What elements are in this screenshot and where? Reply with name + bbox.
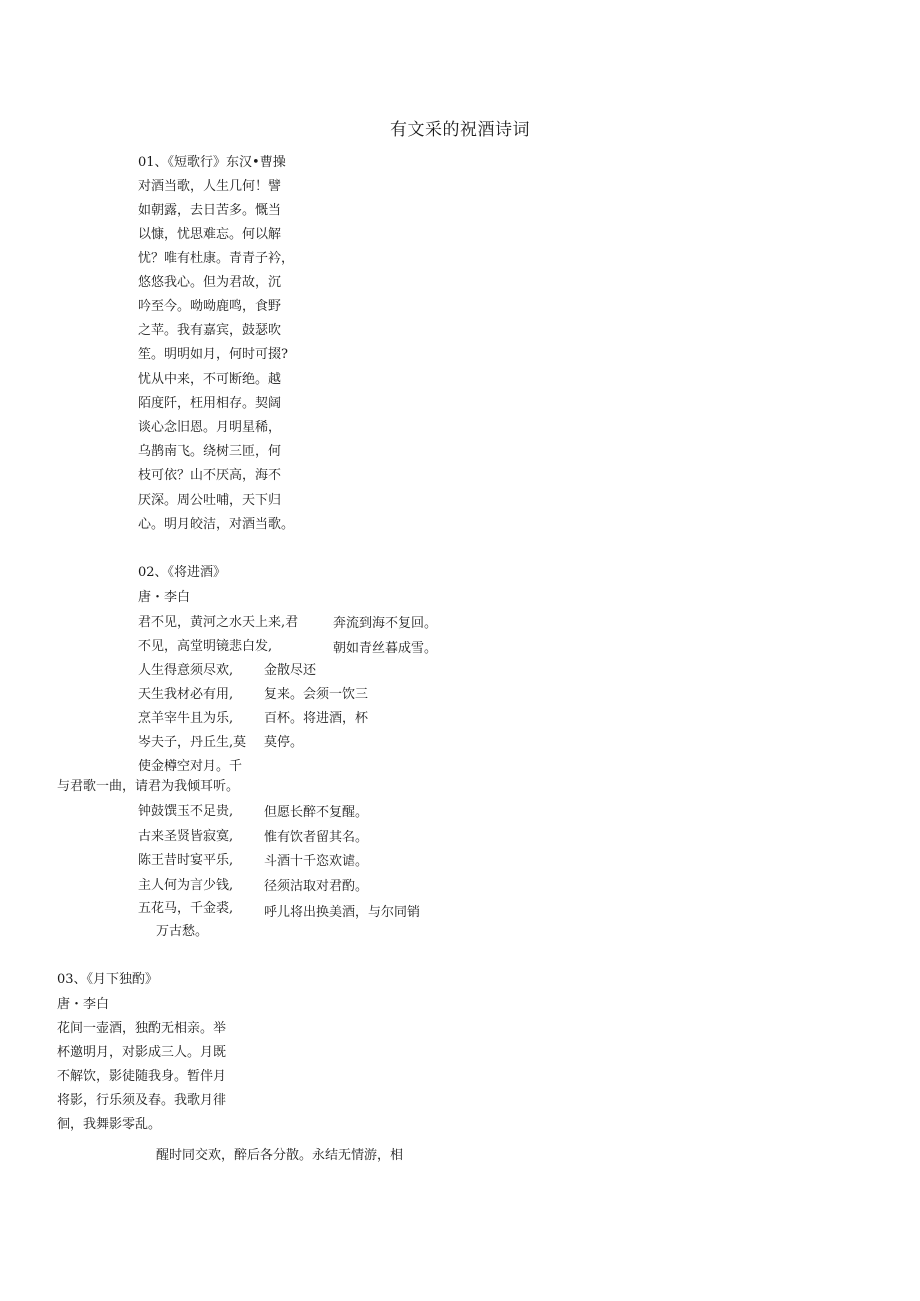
poem-line: 谈心念旧恩。月明星稀， xyxy=(138,420,282,435)
poem-line: 悠悠我心。但为君故，沉 xyxy=(138,275,282,290)
poem-line: 忧从中来，不可断绝。越 xyxy=(138,372,282,387)
poem-line: 呼儿将出换美酒，与尔同销 xyxy=(264,905,421,920)
poem-line: 与君歌一曲，请君为我倾耳听。 xyxy=(57,779,240,794)
poem-line: 乌鹊南飞。绕树三匝，何 xyxy=(138,444,282,459)
poem-line: 使金樽空对月。千 xyxy=(138,759,243,774)
poem-heading: 02、《将进酒》 xyxy=(138,565,227,580)
poem-line: 将影，行乐须及春。我歌月徘 xyxy=(57,1093,227,1108)
poem-line: 对酒当歌，人生几何！譬 xyxy=(138,179,282,194)
poem-line: 主人何为言少钱, xyxy=(138,878,234,893)
poem-line: 复来。会须一饮三 xyxy=(264,687,369,702)
poem-line: 莫停。 xyxy=(264,735,304,750)
poem-line: 天生我材必有用, xyxy=(138,687,234,702)
poem-line: 徊，我舞影零乱。 xyxy=(57,1117,162,1132)
poem-line: 奔流到海不复回。 xyxy=(333,616,438,631)
poem-line: 不见，高堂明镜悲白发, xyxy=(138,639,273,654)
poem-line: 惟有饮者留其名。 xyxy=(264,830,369,845)
poem-line: 陌度阡，枉用相存。契阔 xyxy=(138,396,282,411)
poem-line: 君不见，黄河之水天上来,君 xyxy=(138,615,299,630)
poem-line: 径须沽取对君酌。 xyxy=(264,879,369,894)
poem-line: 人生得意须尽欢, xyxy=(138,663,234,678)
poem-line: 厌深。周公吐哺，天下归 xyxy=(138,493,282,508)
poem-line: 不解饮，影徒随我身。暂伴月 xyxy=(57,1069,227,1084)
poem-line: 枝可依？山不厌高，海不 xyxy=(138,468,282,483)
poem-line: 金散尽还 xyxy=(264,663,317,678)
poem-line: 心。明月皎洁，对酒当歌。 xyxy=(138,517,295,532)
poem-line: 百杯。将进酒，杯 xyxy=(264,711,369,726)
poem-line: 钟鼓馔玉不足贵, xyxy=(138,804,234,819)
poem-line: 笙。明明如月，何时可掇? xyxy=(138,347,288,362)
poem-line: 以慷，忧思难忘。何以解 xyxy=(138,227,282,242)
poem-line: 杯邀明月，对影成三人。月既 xyxy=(57,1045,227,1060)
poem-line: 五花马，千金裘, xyxy=(138,901,234,916)
poem-line: 烹羊宰牛且为乐, xyxy=(138,711,234,726)
poem-line: 忧？唯有杜康。青青子衿， xyxy=(138,251,295,266)
poem-line: 朝如青丝暮成雪。 xyxy=(333,641,438,656)
page-title: 有文采的祝酒诗词 xyxy=(390,120,530,140)
poem-line: 醒时同交欢，醉后各分散。永结无情游，相 xyxy=(156,1148,404,1163)
poem-line: 岑夫子，丹丘生,莫 xyxy=(138,735,247,750)
poem-line: 但愿长醉不复醒。 xyxy=(264,805,369,820)
poem-line: 之苹。我有嘉宾，鼓瑟吹 xyxy=(138,323,282,338)
poem-line: 花间一壶酒，独酌无相亲。举 xyxy=(57,1021,227,1036)
poem-heading: 03、《月下独酌》 xyxy=(57,972,159,987)
poem-author: 唐・李白 xyxy=(57,997,110,1012)
poem-line: 斗酒十千恣欢谑。 xyxy=(264,854,369,869)
poem-author: 唐・李白 xyxy=(138,590,191,605)
poem-line: 吟至今。呦呦鹿鸣，食野 xyxy=(138,299,282,314)
poem-line: 古来圣贤皆寂寞, xyxy=(138,829,234,844)
poem-line: 如朝露，去日苦多。慨当 xyxy=(138,203,282,218)
poem-heading: 01、《短歌行》东汉•曹操 xyxy=(138,155,286,170)
poem-line: 万古愁。 xyxy=(156,924,209,939)
poem-line: 陈王昔时宴平乐, xyxy=(138,853,234,868)
